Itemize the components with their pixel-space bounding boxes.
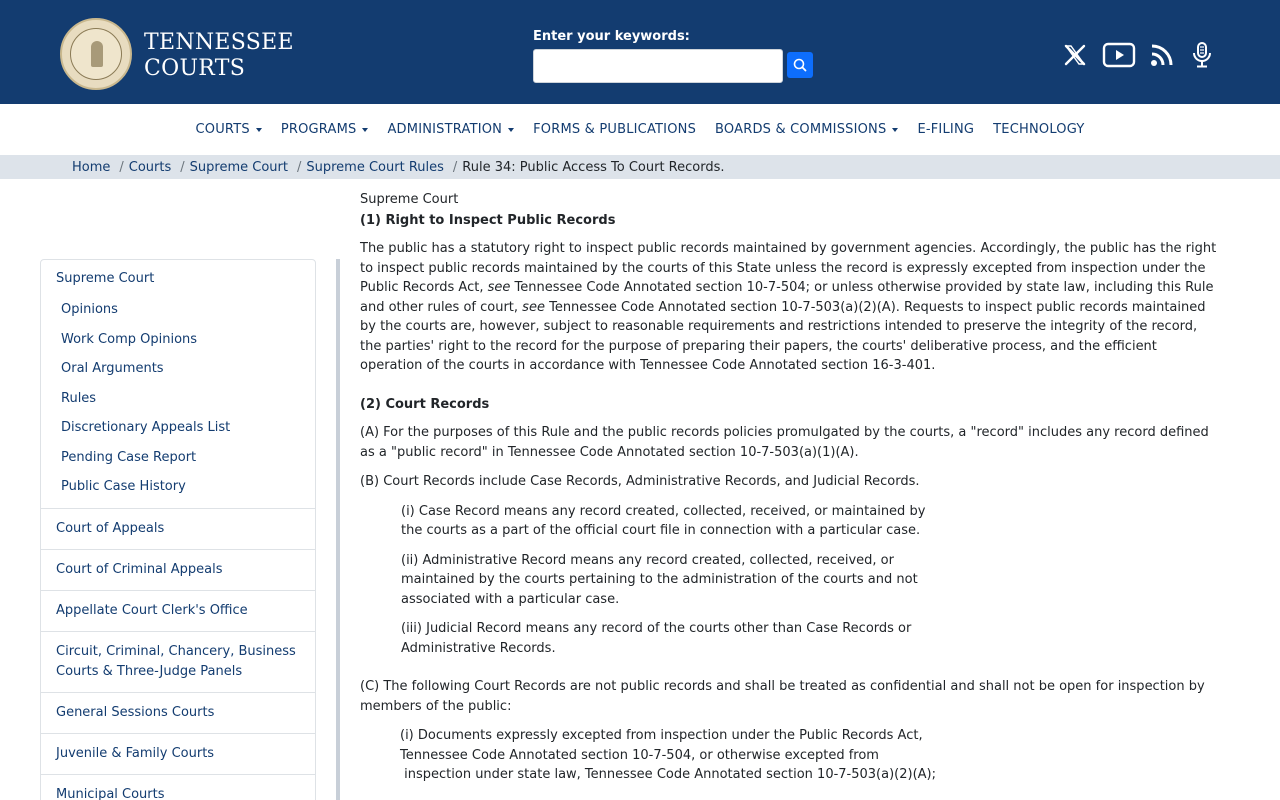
breadcrumb-supreme-court[interactable]: Supreme Court <box>189 159 288 175</box>
nav-technology[interactable] <box>984 122 1094 137</box>
nav-programs-label: PROGRAMS <box>280 122 357 137</box>
sidebar-sub-discretionary-appeals[interactable]: Discretionary Appeals List <box>61 420 231 435</box>
nav-administration[interactable] <box>378 122 524 137</box>
youtube-icon <box>1102 42 1136 68</box>
section-2b-iii: (iii) Judicial Record means any record of the courts other than Case Records or Administrative Records. <box>401 621 912 656</box>
p1-text-b: Tennessee Code Annotated section 10-7-504; or unless otherwise provided by state law, including this Rule and other rules of court, <box>360 280 1214 315</box>
breadcrumb-home[interactable]: Home <box>72 159 111 175</box>
sidebar-item-municipal-courts[interactable]: Municipal Courts <box>41 774 315 800</box>
section-1-paragraph <box>360 239 1220 376</box>
p1-text-c: Tennessee Code Annotated section 10-7-503(a)(2)(A). Requests to inspect public records maintained by the courts are, however, subject to reasonable requirements and restrictions intended to preserve the integrity of the record, the parties' right to the record for the purpose of preparing their papers, the courts' deliberative process, and the efficient operation of the courts in accordance with Tennessee Code Annotated section 16-3-401. <box>360 299 1206 373</box>
nav-courts[interactable] <box>186 122 271 137</box>
breadcrumb-separator: / <box>296 159 302 175</box>
breadcrumb-courts[interactable]: Courts <box>128 159 172 175</box>
sidebar <box>40 259 316 800</box>
sidebar-item-appellate-clerk[interactable]: Appellate Court Clerk's Office <box>41 590 315 631</box>
sidebar-item-court-of-appeals[interactable]: Court of Appeals <box>41 508 315 549</box>
main-nav <box>0 104 1280 155</box>
brand-line-2: COURTS <box>144 56 246 81</box>
x-link[interactable] <box>1060 38 1090 72</box>
nav-courts-label: COURTS <box>195 122 250 137</box>
nav-boards-label: BOARDS & COMMISSIONS <box>715 122 887 137</box>
section-2a-paragraph: (A) For the purposes of this Rule and the public records policies promulgated by the courts, a "record" includes any record defined as a "public record" in Tennessee Code Annotated section 10-7-503(a)(1)(A). <box>360 425 1209 460</box>
sidebar-subnav <box>41 295 315 508</box>
brand-line-1: TENNESSEE <box>144 30 294 55</box>
caret-down-icon <box>362 128 368 132</box>
podcast-link[interactable] <box>1190 38 1214 72</box>
x-icon <box>1063 43 1087 67</box>
section-2c-i-line-3: inspection under state law, Tennessee Code Annotated section 10-7-503(a)(2)(A); <box>400 767 936 782</box>
site-brand[interactable] <box>144 30 294 82</box>
podcast-icon <box>1191 41 1213 69</box>
p1-text-a: The public has a statutory right to inspect public records maintained by government agencies. Accordingly, the public has the right to inspect public records maintained by the courts of this State unless the record is expressly excepted from inspection under the Public Records Act, <box>360 241 1217 295</box>
breadcrumb <box>0 155 1280 179</box>
sidebar-sub-rules[interactable]: Rules <box>61 390 97 406</box>
caret-down-icon <box>892 128 898 132</box>
nav-programs[interactable] <box>271 122 378 137</box>
main-content <box>360 190 1220 795</box>
section-1-heading: (1) Right to Inspect Public Records <box>360 212 616 228</box>
sidebar-sub-opinions[interactable]: Opinions <box>61 302 118 317</box>
p1-see-2: see <box>522 299 545 315</box>
breadcrumb-separator: / <box>452 159 458 175</box>
section-2c-paragraph: (C) The following Court Records are not public records and shall be treated as confidential and shall not be open for inspection by members of the public: <box>360 679 1205 714</box>
rss-icon <box>1149 42 1175 68</box>
section-2b-ii: (ii) Administrative Record means any record created, collected, received, or maintained by the courts pertaining to the administration of the courts and not associated with a particular case. <box>401 552 918 607</box>
tennessee-judiciary-seal-logo[interactable] <box>60 18 132 90</box>
breadcrumb-current: Rule 34: Public Access To Court Records. <box>462 159 725 175</box>
sidebar-item-circuit-courts[interactable]: Circuit, Criminal, Chancery, Business Courts & Three-Judge Panels <box>41 631 315 692</box>
caret-down-icon <box>256 128 262 132</box>
seal-figure-icon <box>91 41 103 67</box>
nav-forms-publications[interactable] <box>524 122 706 137</box>
nav-e-filing[interactable] <box>908 122 984 137</box>
section-2b-i: (i) Case Record means any record created, collected, received, or maintained by the courts as a part of the official court file in connection with a particular case. <box>401 503 926 538</box>
caret-down-icon <box>508 128 514 132</box>
nav-boards-commissions[interactable] <box>706 122 908 137</box>
p1-see-1: see <box>487 280 511 295</box>
site-header <box>0 0 1280 104</box>
sidebar-head-supreme-court[interactable]: Supreme Court <box>56 271 155 286</box>
sidebar-sub-public-case-history[interactable]: Public Case History <box>61 479 186 494</box>
nav-efiling-label: E-FILING <box>917 122 975 137</box>
breadcrumb-supreme-court-rules[interactable]: Supreme Court Rules <box>306 159 444 175</box>
sidebar-sub-pending-case-report[interactable]: Pending Case Report <box>61 449 197 465</box>
search-label: Enter your keywords: <box>533 29 690 44</box>
sidebar-item-court-of-criminal-appeals[interactable]: Court of Criminal Appeals <box>41 549 315 590</box>
sidebar-sub-oral-arguments[interactable]: Oral Arguments <box>61 361 164 376</box>
section-2c-i-line-2: Tennessee Code Annotated section 10-7-504, or otherwise excepted from <box>400 747 879 763</box>
sidebar-item-general-sessions[interactable]: General Sessions Courts <box>41 692 315 733</box>
nav-forms-label: FORMS & PUBLICATIONS <box>533 122 697 137</box>
section-2c-i-line-1: (i) Documents expressly excepted from inspection under the Public Records Act, <box>400 728 923 743</box>
content-divider <box>336 259 340 800</box>
section-2-heading: (2) Court Records <box>360 396 490 412</box>
seal-inner-ring <box>70 28 122 80</box>
search-icon <box>787 52 813 78</box>
section-2b-paragraph: (B) Court Records include Case Records, Administrative Records, and Judicial Records. <box>360 474 920 489</box>
section-2c-i <box>360 726 945 785</box>
sidebar-sub-work-comp-opinions[interactable]: Work Comp Opinions <box>61 331 198 347</box>
court-label: Supreme Court <box>360 192 459 207</box>
nav-administration-label: ADMINISTRATION <box>387 122 503 137</box>
sidebar-item-juvenile-family[interactable]: Juvenile & Family Courts <box>41 733 315 774</box>
nav-technology-label: TECHNOLOGY <box>993 122 1085 137</box>
rss-link[interactable] <box>1148 38 1176 72</box>
breadcrumb-separator: / <box>119 159 124 175</box>
search-input[interactable] <box>533 49 783 83</box>
youtube-link[interactable] <box>1101 38 1137 72</box>
breadcrumb-separator: / <box>180 159 185 175</box>
search-button[interactable] <box>787 52 813 78</box>
